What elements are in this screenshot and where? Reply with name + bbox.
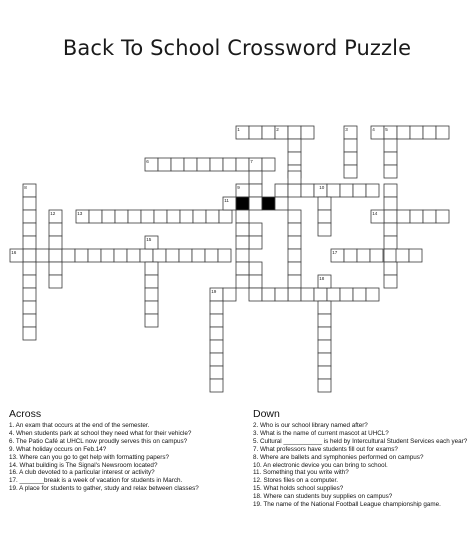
grid-cell[interactable]	[318, 301, 331, 314]
grid-cell[interactable]	[49, 249, 62, 262]
grid-cell[interactable]	[23, 262, 36, 275]
grid-cell[interactable]	[288, 210, 301, 223]
grid-cell[interactable]	[344, 152, 357, 165]
grid-cell[interactable]	[288, 184, 301, 197]
grid-cell[interactable]	[262, 288, 275, 301]
grid-cell[interactable]	[114, 249, 127, 262]
grid-cell[interactable]	[318, 223, 331, 236]
grid-cell[interactable]	[23, 327, 36, 340]
grid-cell[interactable]	[236, 249, 249, 262]
grid-cell[interactable]	[23, 249, 36, 262]
grid-cell[interactable]	[318, 366, 331, 379]
grid-cell[interactable]	[288, 262, 301, 275]
grid-cell[interactable]	[275, 184, 288, 197]
grid-cell[interactable]	[49, 236, 62, 249]
grid-cell[interactable]	[288, 223, 301, 236]
across-clue: 13. Where can you go to get help with formatting papers?	[9, 453, 169, 461]
down-clue: 12. Stores files on a computer.	[253, 477, 339, 485]
grid-cell[interactable]	[210, 314, 223, 327]
grid-cell[interactable]	[249, 288, 262, 301]
grid-cell[interactable]	[366, 288, 379, 301]
clue-number: 11	[224, 197, 229, 203]
grid-cell[interactable]	[318, 327, 331, 340]
clue-number: 7	[250, 158, 253, 164]
grid-cell[interactable]	[197, 158, 210, 171]
grid-cell[interactable]	[423, 210, 436, 223]
grid-cell[interactable]	[49, 223, 62, 236]
grid-cell[interactable]	[353, 184, 366, 197]
clue-number: 10	[319, 184, 325, 190]
grid-cell[interactable]	[223, 158, 236, 171]
grid-cell[interactable]	[366, 184, 379, 197]
grid-cell[interactable]	[384, 275, 397, 288]
grid-cell[interactable]	[115, 210, 128, 223]
clue-number: 19	[211, 288, 217, 294]
down-clue: 2. Who is our school library named after?	[253, 422, 368, 429]
grid-cell[interactable]	[436, 126, 449, 139]
grid-cell[interactable]	[223, 288, 236, 301]
grid-cell[interactable]	[180, 210, 193, 223]
grid-cell[interactable]	[218, 249, 231, 262]
down-clue: 3. What is the name of current mascot at UHCL?	[253, 429, 389, 437]
down-clues	[253, 408, 469, 509]
grid-cell[interactable]	[210, 340, 223, 353]
grid-cell[interactable]	[318, 379, 331, 392]
grid-cell[interactable]	[384, 249, 397, 262]
grid-cell[interactable]	[236, 158, 249, 171]
grid-cell[interactable]	[249, 275, 262, 288]
grid-cell[interactable]	[410, 126, 423, 139]
grid-cell[interactable]	[436, 210, 449, 223]
grid-cell[interactable]	[397, 126, 410, 139]
grid-cell[interactable]	[384, 139, 397, 152]
grid-cell[interactable]	[171, 158, 184, 171]
grid-cell[interactable]	[249, 223, 262, 236]
grid-cell[interactable]	[36, 249, 49, 262]
grid-cell[interactable]	[62, 249, 75, 262]
grid-cell[interactable]	[318, 197, 331, 210]
grid-cell[interactable]	[327, 288, 340, 301]
grid-cell[interactable]	[384, 184, 397, 197]
grid-cell[interactable]	[145, 314, 158, 327]
grid-cell[interactable]	[384, 152, 397, 165]
grid-cell[interactable]	[249, 171, 262, 184]
grid-cell[interactable]	[301, 184, 314, 197]
grid-cell[interactable]	[219, 210, 232, 223]
clue-number: 2	[276, 126, 279, 132]
grid-cell[interactable]	[340, 288, 353, 301]
grid-cell[interactable]	[154, 210, 167, 223]
clue-number: 5	[385, 126, 388, 132]
grid-cell[interactable]	[288, 249, 301, 262]
grid-cell[interactable]	[210, 353, 223, 366]
grid-cell[interactable]	[384, 210, 397, 223]
grid-cell[interactable]	[127, 249, 140, 262]
across-clues	[9, 408, 229, 493]
clue-number: 6	[146, 158, 149, 164]
grid-cell[interactable]	[288, 139, 301, 152]
grid-cell[interactable]	[384, 165, 397, 178]
across-heading: Across	[9, 408, 42, 420]
grid-cell[interactable]	[249, 262, 262, 275]
across-clue: 9. What holiday occurs on Feb.14?	[9, 445, 107, 453]
page-title: Back To School Crossword Puzzle	[62, 36, 412, 60]
grid-cell[interactable]	[318, 210, 331, 223]
clue-number: 12	[50, 210, 56, 216]
grid-cell[interactable]	[210, 327, 223, 340]
grid-cell[interactable]	[236, 210, 249, 223]
grid-cell[interactable]	[344, 249, 357, 262]
down-clue: 11. Something that you write with?	[253, 469, 349, 477]
grid-cell[interactable]	[49, 275, 62, 288]
grid-cell[interactable]	[288, 126, 301, 139]
grid-cell[interactable]	[101, 249, 114, 262]
grid-cell[interactable]	[205, 249, 218, 262]
across-clue: 14. What building is The Signal's Newsroom located?	[9, 461, 158, 469]
grid-cell[interactable]	[184, 158, 197, 171]
grid-cell[interactable]	[396, 249, 409, 262]
down-clue: 18. Where can students buy supplies on campus?	[253, 493, 393, 501]
grid-cell[interactable]	[318, 314, 331, 327]
black-square	[236, 197, 249, 210]
grid-cell[interactable]	[75, 249, 88, 262]
grid-cell[interactable]	[210, 366, 223, 379]
across-clue: 6. The Patio Café at UHCL now proudly serves this on campus?	[9, 437, 188, 445]
grid-cell[interactable]	[410, 210, 423, 223]
grid-cell[interactable]	[166, 249, 179, 262]
clue-number: 3	[345, 126, 348, 132]
clue-number: 8	[24, 184, 27, 190]
grid-cell[interactable]	[275, 288, 288, 301]
grid-cell[interactable]	[210, 301, 223, 314]
grid-cell[interactable]	[301, 288, 314, 301]
down-clue: 19. The name of the National Football League championship game.	[253, 501, 441, 509]
clue-number: 1	[237, 126, 240, 132]
grid-cell[interactable]	[145, 288, 158, 301]
clue-number: 13	[77, 210, 83, 216]
grid-cell[interactable]	[179, 249, 192, 262]
grid-cell[interactable]	[210, 158, 223, 171]
grid-cell[interactable]	[423, 126, 436, 139]
across-clue: 4. When students park at school they need what for their vehicle?	[9, 429, 192, 437]
grid-cell[interactable]	[23, 288, 36, 301]
grid-cell[interactable]	[236, 262, 249, 275]
grid-cell[interactable]	[314, 288, 327, 301]
grid-cell[interactable]	[397, 210, 410, 223]
grid-cell[interactable]	[23, 301, 36, 314]
grid-cell[interactable]	[145, 301, 158, 314]
clue-number: 14	[372, 210, 378, 216]
grid-cell[interactable]	[370, 249, 383, 262]
grid-cell[interactable]	[23, 275, 36, 288]
grid-cell[interactable]	[23, 223, 36, 236]
grid-cell[interactable]	[344, 165, 357, 178]
grid-cell[interactable]	[262, 126, 275, 139]
grid-cell[interactable]	[344, 139, 357, 152]
clue-number: 18	[319, 275, 325, 281]
grid-cell[interactable]	[357, 249, 370, 262]
grid-cell[interactable]	[23, 197, 36, 210]
grid-cell[interactable]	[288, 288, 301, 301]
grid-cell[interactable]	[275, 197, 288, 210]
grid-cell[interactable]	[145, 262, 158, 275]
across-clue: 17. _______break is a week of vacation for students in March.	[9, 477, 183, 485]
grid-cell[interactable]	[318, 340, 331, 353]
grid-cell[interactable]	[158, 158, 171, 171]
grid-cell[interactable]	[49, 262, 62, 275]
grid-cell[interactable]	[288, 152, 301, 165]
grid-cell[interactable]	[153, 249, 166, 262]
grid-cell[interactable]	[210, 379, 223, 392]
grid-cell[interactable]	[262, 158, 275, 171]
grid-cell[interactable]	[193, 210, 206, 223]
grid-cell[interactable]	[288, 236, 301, 249]
clue-number: 4	[372, 126, 375, 132]
across-clue: 19. A place for students to gather, study and relax between classes?	[9, 485, 199, 493]
grid-cell[interactable]	[89, 210, 102, 223]
grid-cell[interactable]	[236, 236, 249, 249]
clue-number: 9	[237, 184, 240, 190]
grid-cell[interactable]	[249, 184, 262, 197]
grid-cell[interactable]	[145, 275, 158, 288]
grid-cell[interactable]	[384, 223, 397, 236]
grid-cell[interactable]	[288, 171, 301, 184]
grid-cell[interactable]	[249, 197, 262, 210]
grid-cell[interactable]	[353, 288, 366, 301]
grid-cell[interactable]	[23, 236, 36, 249]
clue-number: 15	[146, 236, 152, 242]
down-clue: 8. Where are ballets and symphonies performed on campus?	[253, 453, 424, 461]
grid-cell[interactable]	[384, 236, 397, 249]
grid-cell[interactable]	[167, 210, 180, 223]
grid-cell[interactable]	[88, 249, 101, 262]
clue-number: 16	[11, 249, 17, 255]
grid-cell[interactable]	[141, 210, 154, 223]
down-clue: 15. What holds school supplies?	[253, 485, 344, 493]
grid-cell[interactable]	[384, 262, 397, 275]
down-clue: 5. Cultural ___________ is held by Intercultural Student Services each year?	[253, 437, 468, 445]
grid-cell[interactable]	[384, 197, 397, 210]
grid-cell[interactable]	[236, 223, 249, 236]
grid-cell[interactable]	[327, 184, 340, 197]
grid-cell[interactable]	[409, 249, 422, 262]
down-clue: 10. An electronic device you can bring to school.	[253, 461, 388, 469]
grid-cell[interactable]	[236, 275, 249, 288]
grid-cell[interactable]	[23, 210, 36, 223]
grid-cell[interactable]	[23, 314, 36, 327]
grid-cell[interactable]	[128, 210, 141, 223]
grid-cell[interactable]	[206, 210, 219, 223]
down-clue: 7. What professors have students fill out for exams?	[253, 445, 398, 453]
grid-cell[interactable]	[288, 275, 301, 288]
grid-cell[interactable]	[249, 126, 262, 139]
down-heading: Down	[253, 408, 280, 420]
clue-number: 17	[332, 249, 338, 255]
grid-cell[interactable]	[140, 249, 153, 262]
across-clue: 1. An exam that occurs at the end of the semester.	[9, 422, 150, 429]
across-clue: 16. A club devoted to a particular interest or activity?	[9, 469, 155, 477]
grid-cell[interactable]	[340, 184, 353, 197]
grid-cell[interactable]	[192, 249, 205, 262]
grid-cell[interactable]	[318, 353, 331, 366]
black-square	[262, 197, 275, 210]
grid-cell[interactable]	[249, 236, 262, 249]
grid-cell[interactable]	[102, 210, 115, 223]
grid-cell[interactable]	[301, 126, 314, 139]
